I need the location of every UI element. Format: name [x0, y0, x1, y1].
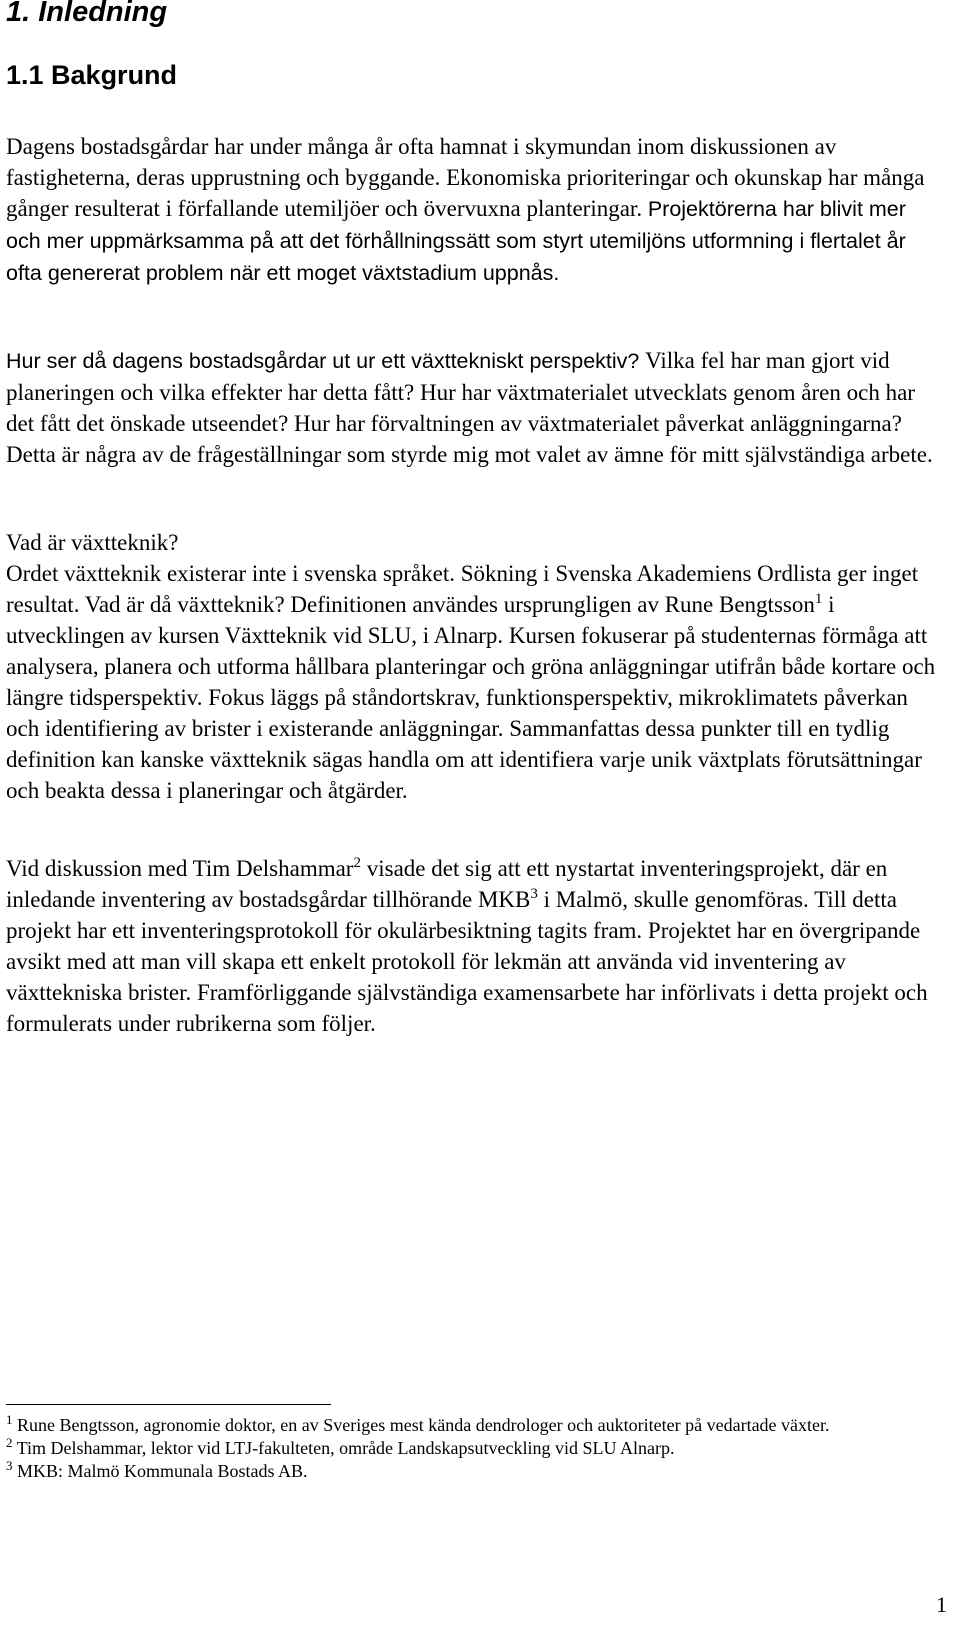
- page-number: 1: [936, 1592, 947, 1617]
- definition-text-b: i utvecklingen av kursen Växtteknik vid SLU, i Alnarp. Kursen fokuserar på studenternas förmåga att analysera, planera och utforma hållbara planteringar och gröna anläggningar utifrån både kortare och längre tidsperspektiv. Fokus läggs på ståndortskrav, funktionsperspektiv, mikroklimatets påverkan och identifiering av brister i existerande anläggningar. Sammanfattas dessa punkter till en tydlig definition kan kanske växtteknik sägas handla om att identifiera varje unik växtplats förutsättningar och beakta dessa i planeringar och åtgärder.: [6, 592, 936, 803]
- chapter-heading: 1. Inledning: [6, 0, 168, 28]
- definition-text-a: Ordet växtteknik existerar inte i svenska språket. Sökning i Svenska Akademiens Ordlista ger inget resultat. Vad är då växtteknik? Definitionen användes ursprungligen av Rune Bengtsson: [6, 561, 919, 617]
- footnote-3-number: 3: [6, 1458, 13, 1473]
- footnote-ref-2[interactable]: 2: [353, 855, 361, 871]
- paragraph-questions: [6, 345, 941, 470]
- footnotes: [6, 1414, 906, 1483]
- paragraph-questions-text-serif: Vilka fel har man gjort vid planeringen och vilka effekter har detta fått? Hur har växtmaterialet utvecklats genom åren och har det fått det önskade utseendet? Hur har förvaltningen av växtmaterialet påverkat anläggningarna? Detta är några av de frågeställningar som styrde mig mot valet av ämne för mitt självständiga arbete.: [6, 348, 933, 467]
- paragraph-background: [6, 131, 941, 289]
- footnote-2-number: 2: [6, 1435, 13, 1450]
- footnote-divider: [6, 1404, 331, 1405]
- footnote-ref-1[interactable]: 1: [814, 591, 823, 607]
- project-text-a: Vid diskussion med Tim Delshammar: [6, 856, 354, 881]
- paragraph-background-text-serif: Dagens bostadsgårdar har under många år ofta hamnat i skymundan inom diskussionen av fastigheterna, deras upprustning och byggande. Ekonomiska prioriteringar och okunskap har många gånger resulterat i förfallande utemiljöer och övervuxna planteringar.: [6, 134, 925, 221]
- footnote-2-text: Tim Delshammar, lektor vid LTJ-fakulteten, område Landskapsutveckling vid SLU Alnarp.: [12, 1438, 675, 1458]
- paragraph-definition: [6, 527, 941, 806]
- footnote-ref-3[interactable]: 3: [530, 886, 538, 902]
- section-heading: 1.1 Bakgrund: [6, 60, 178, 90]
- project-text-c: i Malmö, skulle genomföras. Till detta projekt har ett inventeringsprotokoll för okulärbesiktning tagits fram. Projektet har en övergripande avsikt med att man vill skapa ett enkelt protokoll för lekmän att använda vid inventering av växttekniska brister. Framförliggande självständiga examensarbete har införlivats i detta projekt och formulerats under rubrikerna som följer.: [6, 887, 928, 1036]
- footnote-3-text: MKB: Malmö Kommunala Bostads AB.: [12, 1461, 308, 1481]
- project-text-b: visade det sig att ett nystartat inventeringsprojekt, där en inledande inventering av bostadsgårdar tillhörande MKB: [6, 856, 888, 912]
- paragraph-background-text-sans: Projektörerna har blivit mer och mer uppmärksamma på att det förhållningssätt som styrt utemiljöns utformning i flertalet år ofta genererat problem när ett moget växtstadium uppnås.: [6, 197, 906, 285]
- footnote-2: [6, 1437, 906, 1460]
- footnote-1-number: 1: [6, 1412, 13, 1427]
- paragraph-questions-text-sans: Hur ser då dagens bostadsgårdar ut ur ett växttekniskt perspektiv?: [6, 349, 640, 373]
- footnote-1: [6, 1414, 906, 1437]
- footnote-1-text: Rune Bengtsson, agronomie doktor, en av Sveriges mest kända dendrologer och auktoriteter på vedartade växter.: [12, 1415, 830, 1435]
- paragraph-project: [6, 853, 941, 1039]
- footnote-3: [6, 1460, 906, 1483]
- definition-question: Vad är växtteknik?: [6, 530, 179, 555]
